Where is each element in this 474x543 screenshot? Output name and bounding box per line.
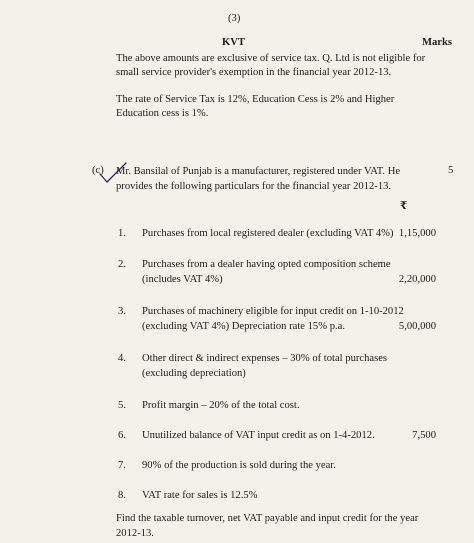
item-text: Purchases from a dealer having opted composition scheme [142, 259, 391, 270]
item-amount: 2,20,000 [398, 274, 436, 285]
item-text-continued: (excluding depreciation) [142, 368, 246, 379]
item-number: 1. [118, 228, 126, 239]
page-number: (3) [228, 13, 241, 24]
item-number: 6. [118, 430, 126, 441]
item-text-continued: (excluding VAT 4%) Depreciation rate 15% p.a. [142, 321, 345, 332]
item-number: 8. [118, 490, 126, 501]
item-text: Profit margin – 20% of the total cost. [142, 400, 300, 411]
item-text-continued: (includes VAT 4%) [142, 274, 223, 285]
item-number: 5. [118, 400, 126, 411]
item-amount: 1,15,000 [398, 228, 436, 239]
marks-heading: Marks [422, 37, 453, 48]
item-text: Unutilized balance of VAT input credit as on 1-4-2012. [142, 430, 375, 441]
item-text: Purchases from local registered dealer (excluding VAT 4%) [142, 228, 394, 239]
question-text: Mr. Bansilal of Punjab is a manufacturer, registered under VAT. He provides the following particulars for the financial year 2012-13. [116, 166, 401, 192]
question-label: (c) [92, 165, 104, 176]
intro-paragraph-2: The rate of Service Tax is 12%, Education Cess is 2% and Higher Education cess is 1%. [116, 94, 395, 119]
item-text: Purchases of machinery eligible for input credit on 1-10-2012 [142, 306, 404, 317]
closing-instruction: Find the taxable turnover, net VAT payable and input credit for the year 2012-13. [116, 513, 419, 539]
currency-symbol: ₹ [400, 201, 408, 212]
series-code: KVT [222, 37, 245, 48]
item-text: VAT rate for sales is 12.5% [142, 490, 258, 501]
item-number: 4. [118, 353, 126, 364]
question-marks: 5 [448, 165, 454, 176]
item-amount: 7,500 [412, 430, 436, 441]
item-text: Other direct & indirect expenses – 30% of total purchases [142, 353, 388, 364]
item-number: 2. [118, 259, 126, 270]
intro-paragraph-1: The above amounts are exclusive of service tax. Q. Ltd is not eligible for small service provider's exemption in the financial year 2012-13. [116, 53, 426, 78]
item-text: 90% of the production is sold during the year. [142, 460, 336, 471]
item-number: 3. [118, 306, 126, 317]
item-amount: 5,00,000 [398, 321, 436, 332]
item-number: 7. [118, 460, 126, 471]
